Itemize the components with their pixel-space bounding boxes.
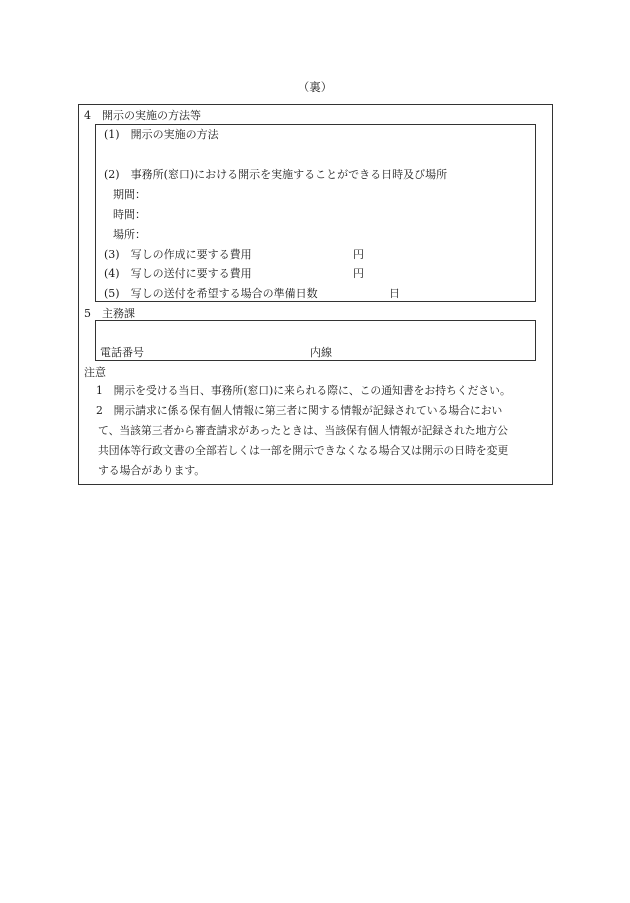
schedule-place-item: (2) 事務所(窓口)における開示を実施することができる日時及び場所 (104, 168, 448, 181)
time-label: 時間： (113, 208, 146, 221)
shipping-cost-unit: 円 (353, 267, 364, 280)
place-label: 場所： (113, 228, 146, 241)
period-label: 期間： (113, 188, 146, 201)
phone-label: 電話番号 (100, 346, 144, 359)
preparation-days-unit: 日 (389, 287, 400, 300)
page-side-label: （裏） (297, 80, 333, 94)
copy-cost-item: (3) 写しの作成に要する費用 (104, 248, 252, 261)
note-2-line-4: する場合があります。 (98, 464, 206, 477)
note-2-line-2: て、当該第三者から審査請求があったときは、当該保有個人情報が記録された地方公 (98, 424, 508, 437)
note-1: 1 開示を受ける当日、事務所(窓口)に来られる際に、この通知書をお持ちください。 (96, 384, 511, 397)
notes-title: 注意 (84, 366, 106, 379)
note-2-line-3: 共団体等行政文書の全部若しくは一部を開示できなくなる場合又は開示の日時を変更 (98, 444, 509, 457)
section-5-title: 5 主務課 (84, 307, 135, 320)
copy-cost-unit: 円 (353, 248, 364, 261)
preparation-days-item: (5) 写しの送付を希望する場合の準備日数 (104, 287, 318, 300)
section-4-title: 4 開示の実施の方法等 (84, 109, 201, 122)
note-2-line-1: 2 開示請求に係る保有個人情報に第三者に関する情報が記録されている場合におい (96, 404, 503, 417)
shipping-cost-item: (4) 写しの送付に要する費用 (104, 267, 252, 280)
method-item: (1) 開示の実施の方法 (104, 128, 219, 141)
extension-label: 内線 (310, 346, 332, 359)
